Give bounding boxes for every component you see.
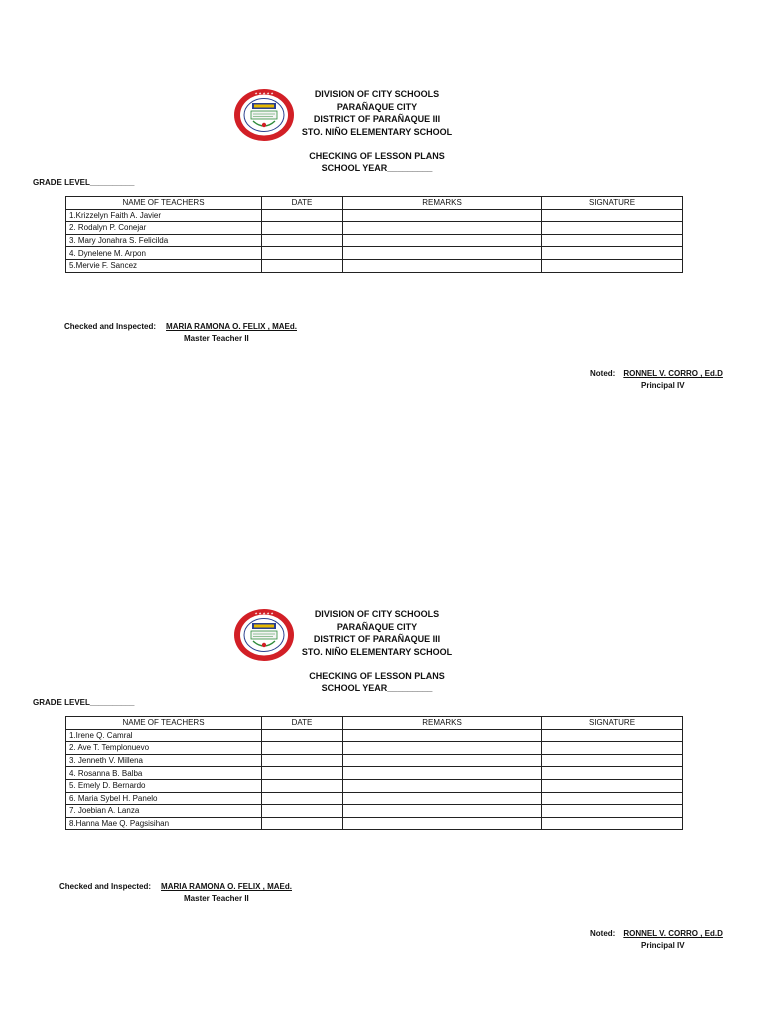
table-row — [66, 805, 683, 818]
school-year-field: SCHOOL YEAR_________ — [321, 683, 433, 694]
noter-position: Principal IV — [641, 941, 685, 950]
table-row — [66, 767, 683, 780]
header-line-4: STO. NIÑO ELEMENTARY SCHOOL — [301, 126, 453, 137]
teacher-roster-table — [65, 196, 683, 273]
date-cell — [262, 767, 343, 780]
remarks-cell — [343, 754, 542, 767]
header-line-3: DISTRICT OF PARAÑAQUE III — [313, 634, 441, 645]
date-cell — [262, 222, 343, 235]
svg-text:★ ★ ★ ★ ★: ★ ★ ★ ★ ★ — [254, 91, 274, 96]
signature-cell — [542, 779, 683, 792]
noted-label: Noted: — [590, 929, 616, 938]
remarks-cell — [343, 247, 542, 260]
noter-name: RONNEL V. CORRO , Ed.D — [623, 369, 723, 378]
teacher-name: 7. Joebian A. Lanza — [66, 805, 262, 818]
noter-position: Principal IV — [641, 381, 685, 390]
teacher-name: 2. Rodalyn P. Conejar — [66, 222, 262, 235]
checker-name: MARIA RAMONA O. FELIX , MAEd. — [161, 882, 292, 891]
date-cell — [262, 259, 343, 272]
signature-cell — [542, 767, 683, 780]
teacher-name: 5.Mervie F. Sancez — [66, 259, 262, 272]
signature-cell — [542, 222, 683, 235]
school-year-field: SCHOOL YEAR_________ — [321, 163, 433, 174]
column-header-signature: SIGNATURE — [542, 717, 683, 730]
checked-and-inspected-block — [59, 882, 292, 903]
table-header-row — [66, 197, 683, 210]
teacher-name: 8.Hanna Mae Q. Pagsisihan — [66, 817, 262, 830]
remarks-cell — [343, 767, 542, 780]
teacher-roster-table — [65, 716, 683, 830]
header-line-2: PARAÑAQUE CITY — [336, 621, 418, 632]
table-row — [66, 754, 683, 767]
table-row — [66, 742, 683, 755]
checker-position: Master Teacher II — [184, 334, 249, 343]
table-row — [66, 259, 683, 272]
remarks-cell — [343, 259, 542, 272]
date-cell — [262, 234, 343, 247]
column-header-remarks: REMARKS — [343, 197, 542, 210]
remarks-cell — [343, 742, 542, 755]
header-line-1: DIVISION OF CITY SCHOOLS — [314, 609, 440, 619]
document-title — [277, 150, 477, 175]
table-row — [66, 792, 683, 805]
column-header-date: DATE — [262, 197, 343, 210]
date-cell — [262, 209, 343, 222]
remarks-cell — [343, 729, 542, 742]
header-line-2: PARAÑAQUE CITY — [336, 101, 418, 112]
column-header-remarks: REMARKS — [343, 717, 542, 730]
column-header-name: NAME OF TEACHERS — [66, 717, 262, 730]
table-row — [66, 222, 683, 235]
checked-label: Checked and Inspected: — [59, 882, 152, 891]
signature-cell — [542, 754, 683, 767]
table-row — [66, 247, 683, 260]
signature-cell — [542, 259, 683, 272]
column-header-name: NAME OF TEACHERS — [66, 197, 262, 210]
signature-cell — [542, 209, 683, 222]
document-title — [277, 670, 477, 695]
remarks-cell — [343, 805, 542, 818]
teacher-name: 4. Dynelene M. Arpon — [66, 247, 262, 260]
date-cell — [262, 729, 343, 742]
column-header-date: DATE — [262, 717, 343, 730]
checked-and-inspected-block — [64, 322, 297, 343]
noter-name: RONNEL V. CORRO , Ed.D — [623, 929, 723, 938]
remarks-cell — [343, 792, 542, 805]
school-header — [277, 88, 477, 138]
remarks-cell — [343, 222, 542, 235]
table-row — [66, 729, 683, 742]
teacher-name: 1.Krizzelyn Faith A. Javier — [66, 209, 262, 222]
signature-cell — [542, 792, 683, 805]
date-cell — [262, 792, 343, 805]
signature-cell — [542, 805, 683, 818]
teacher-name: 4. Rosanna B. Balba — [66, 767, 262, 780]
teacher-name: 5. Emely D. Bernardo — [66, 779, 262, 792]
date-cell — [262, 805, 343, 818]
column-header-signature: SIGNATURE — [542, 197, 683, 210]
form-title: CHECKING OF LESSON PLANS — [309, 151, 445, 161]
header-line-1: DIVISION OF CITY SCHOOLS — [314, 89, 440, 99]
date-cell — [262, 779, 343, 792]
noted-block — [590, 929, 723, 950]
checked-label: Checked and Inspected: — [64, 322, 157, 331]
signature-cell — [542, 742, 683, 755]
school-header — [277, 608, 477, 658]
grade-level-field: GRADE LEVEL__________ — [33, 178, 135, 187]
signature-cell — [542, 817, 683, 830]
date-cell — [262, 247, 343, 260]
remarks-cell — [343, 234, 542, 247]
form-title: CHECKING OF LESSON PLANS — [309, 671, 445, 681]
table-row — [66, 817, 683, 830]
table-row — [66, 209, 683, 222]
remarks-cell — [343, 209, 542, 222]
signature-cell — [542, 729, 683, 742]
teacher-name: 3. Mary Jonahra S. Felicilda — [66, 234, 262, 247]
remarks-cell — [343, 817, 542, 830]
header-line-3: DISTRICT OF PARAÑAQUE III — [313, 114, 441, 125]
svg-text:★ ★ ★ ★ ★: ★ ★ ★ ★ ★ — [254, 611, 274, 616]
teacher-name: 6. Maria Sybel H. Panelo — [66, 792, 262, 805]
table-row — [66, 234, 683, 247]
checker-name: MARIA RAMONA O. FELIX , MAEd. — [166, 322, 297, 331]
signature-cell — [542, 234, 683, 247]
teacher-name: 3. Jenneth V. Millena — [66, 754, 262, 767]
signature-cell — [542, 247, 683, 260]
date-cell — [262, 817, 343, 830]
noted-block — [590, 369, 723, 390]
date-cell — [262, 742, 343, 755]
noted-label: Noted: — [590, 369, 616, 378]
header-line-4: STO. NIÑO ELEMENTARY SCHOOL — [301, 646, 453, 657]
teacher-name: 1.Irene Q. Camral — [66, 729, 262, 742]
table-row — [66, 779, 683, 792]
date-cell — [262, 754, 343, 767]
teacher-name: 2. Ave T. Templonuevo — [66, 742, 262, 755]
grade-level-field: GRADE LEVEL__________ — [33, 698, 135, 707]
remarks-cell — [343, 779, 542, 792]
table-header-row — [66, 717, 683, 730]
checker-position: Master Teacher II — [184, 894, 249, 903]
